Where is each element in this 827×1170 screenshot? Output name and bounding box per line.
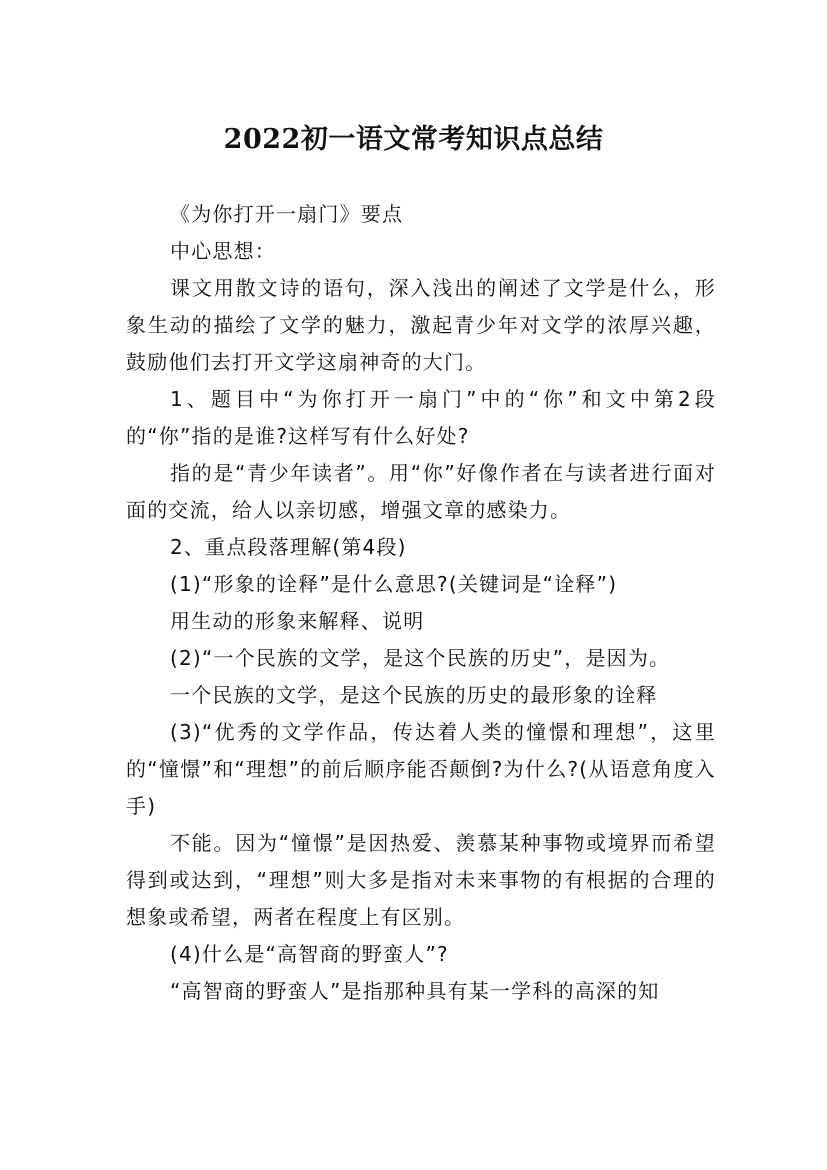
- paragraph-answer-2-3: 不能。因为“憧憬”是因热爱、羡慕某种事物或境界而希望得到或达到，“理想”则大多是指对未来事物的有根据的合理的想象或希望，两者在程度上有区别。: [126, 831, 716, 929]
- paragraph-answer-2-1: 用生动的形象来解释、说明: [170, 609, 425, 633]
- paragraph-central-idea-label: 中心思想：: [170, 239, 276, 263]
- paragraph-answer-1: 指的是“青少年读者”。用“你”好像作者在与读者进行面对面的交流，给人以亲切感，增强文章的感染力。: [126, 461, 716, 522]
- page-title: 2022初一语文常考知识点总结: [223, 124, 604, 156]
- paragraph-question-1: 1、题目中“为你打开一扇门”中的“你”和文中第2段的“你”指的是谁?这样写有什么好处?: [126, 387, 716, 448]
- paragraph-question-2-1: (1)“形象的诠释”是什么意思?(关键词是“诠释”): [170, 572, 618, 596]
- paragraph-answer-2-4: “高智商的野蛮人”是指那种具有某一学科的高深的知: [170, 979, 660, 1003]
- paragraph-question-2-3: (3)“优秀的文学作品，传达着人类的憧憬和理想”，这里的“憧憬”和“理想”的前后顺序能否颠倒?为什么?(从语意角度入手): [126, 720, 716, 818]
- paragraph-question-2-4: (4)什么是“高智商的野蛮人”?: [170, 942, 449, 966]
- document-body: [126, 196, 716, 1010]
- paragraph-central-idea: 课文用散文诗的语句，深入浅出的阐述了文学是什么，形象生动的描绘了文学的魅力，激起青少年对文学的浓厚兴趣，鼓励他们去打开文学这扇神奇的大门。: [126, 276, 716, 374]
- paragraph-answer-2-2: 一个民族的文学，是这个民族的历史的最形象的诠释: [170, 683, 658, 707]
- paragraph-heading: 《为你打开一扇门》要点: [170, 202, 404, 226]
- paragraph-question-2-2: (2)“一个民族的文学，是这个民族的历史”，是因为。: [170, 646, 671, 670]
- paragraph-section-2: 2、重点段落理解(第4段): [170, 535, 407, 559]
